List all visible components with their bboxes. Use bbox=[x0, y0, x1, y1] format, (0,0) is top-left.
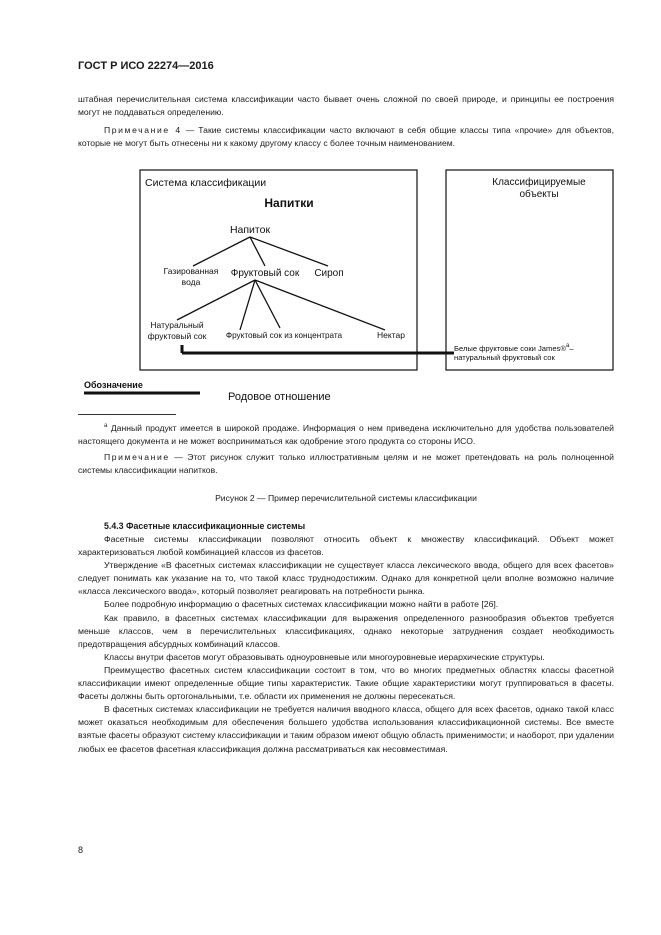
footnote-marker: a bbox=[104, 423, 108, 429]
figure-caption: Рисунок 2 — Пример перечислительной системы классификации bbox=[215, 493, 477, 503]
footnote-separator bbox=[78, 414, 176, 415]
page-header: ГОСТ Р ИСО 22274—2016 bbox=[78, 60, 214, 72]
intro-paragraph: штабная перечислительная система классификации часто бывает очень сложной по своей природе, и принципы ее построения могут не поддаваться определению. bbox=[78, 94, 614, 117]
section-title: 5.4.3 Фасетные классификационные системы bbox=[104, 521, 306, 531]
paragraph: Утверждение «В фасетных системах классификации не существует класса лексического ввода, общего для всех фасетов» следует понимать как указание на то, что такой класс труднодостижим. Однако для конкретной цели вполне возможно наличие «класса лексического ввода», который позволяет реагировать на потребности рынка. bbox=[78, 560, 614, 597]
level2-node-water-line1: Газированная bbox=[163, 266, 219, 276]
level3-node-nectar: Нектар bbox=[377, 330, 405, 340]
level3-node-natural-line1: Натуральный bbox=[150, 320, 204, 330]
object-label-line2: натуральный фруктовый сок bbox=[454, 353, 555, 362]
note-4-label: Примечание 4 bbox=[104, 125, 182, 135]
legend-text: Родовое отношение bbox=[228, 391, 331, 403]
legend-label: Обозначение bbox=[84, 380, 143, 390]
level2-node-syrup: Сироп bbox=[314, 268, 344, 279]
level2-node-water-line2: вода bbox=[181, 277, 201, 287]
figure-note bbox=[78, 451, 614, 477]
level2-node-juice: Фруктовый сок bbox=[230, 268, 300, 279]
root-node: Напитки bbox=[264, 196, 314, 210]
system-title: Система классификации bbox=[145, 177, 267, 189]
object-label-line1: Белые фруктовые соки James®$^a$– bbox=[454, 343, 574, 353]
level3-node-concentrate: Фруктовый сок из концентрата bbox=[225, 331, 343, 340]
paragraph: Преимущество фасетных систем классификации состоит в том, что во многих предметных областях классы фасетной классификации имеют определенные общие типы характеристик. Такие общие характеристики могут группироваться в фасеты. Фасеты должны быть ортогональными, т.е. области их применения не должны пересекаться. bbox=[78, 664, 614, 702]
figure-note-label: Примечание bbox=[104, 452, 170, 462]
section-body bbox=[78, 533, 614, 756]
paragraph: Классы внутри фасетов могут образовывать одноуровневые или многоуровневые иерархические структуры. bbox=[104, 651, 545, 662]
objects-title-line1: Классифицируемые bbox=[492, 177, 586, 188]
footnote bbox=[78, 420, 614, 448]
objects-title-line2: объекты bbox=[519, 189, 559, 200]
figure-note-text: — Этот рисунок служит только иллюстративным целям и не может претендовать на роль полноценной системы классификации напитков. bbox=[78, 452, 614, 475]
paragraph: В фасетных системах классификации не требуется наличия вводного класса, общего для всех фасетов, однако такой класс может оказаться необходимым для обеспечения большего удобства использования классификационной системы. Все вместе взятые фасеты образуют систему классификации и таким образом имеют общую область применимости; и наоборот, при удалении любых ее фасетов фасетная классификация должна рассматриваться как несовместимая. bbox=[78, 704, 614, 754]
paragraph: Более подробную информацию о фасетных системах классификации можно найти в работе [26]. bbox=[104, 599, 499, 610]
paragraph: Фасетные системы классификации позволяют относить объект к множеству классификаций. Объект может характеризоваться любой комбинацией классов из фасетов. bbox=[78, 534, 614, 558]
level1-node: Напиток bbox=[229, 224, 271, 236]
level3-node-natural-line2: фруктовый сок bbox=[147, 331, 207, 341]
note-4-text: — Такие системы классификации часто включают в себя общие классы типа «прочие» для объектов, которые не могут быть отнесены ни к какому другому классу с более точным наименованием. bbox=[78, 125, 614, 148]
objects-box bbox=[446, 170, 613, 370]
classification-figure bbox=[0, 0, 661, 412]
paragraph: Как правило, в фасетных системах классификации для выражения определенного разнообразия объектов требуется меньше классов, чем в перечислительных классификациях, однако некоторые затруднения создает необходимость предотвращения абсурдных комбинаций классов. bbox=[78, 612, 614, 649]
page-number: 8 bbox=[78, 845, 84, 855]
footnote-text: Данный продукт имеется в широкой продаже. Информация о нем приведена исключительно для удобства пользователей настоящего документа и не может восприниматься как одобрение этого продукта со стороны ИСО. bbox=[78, 422, 614, 446]
